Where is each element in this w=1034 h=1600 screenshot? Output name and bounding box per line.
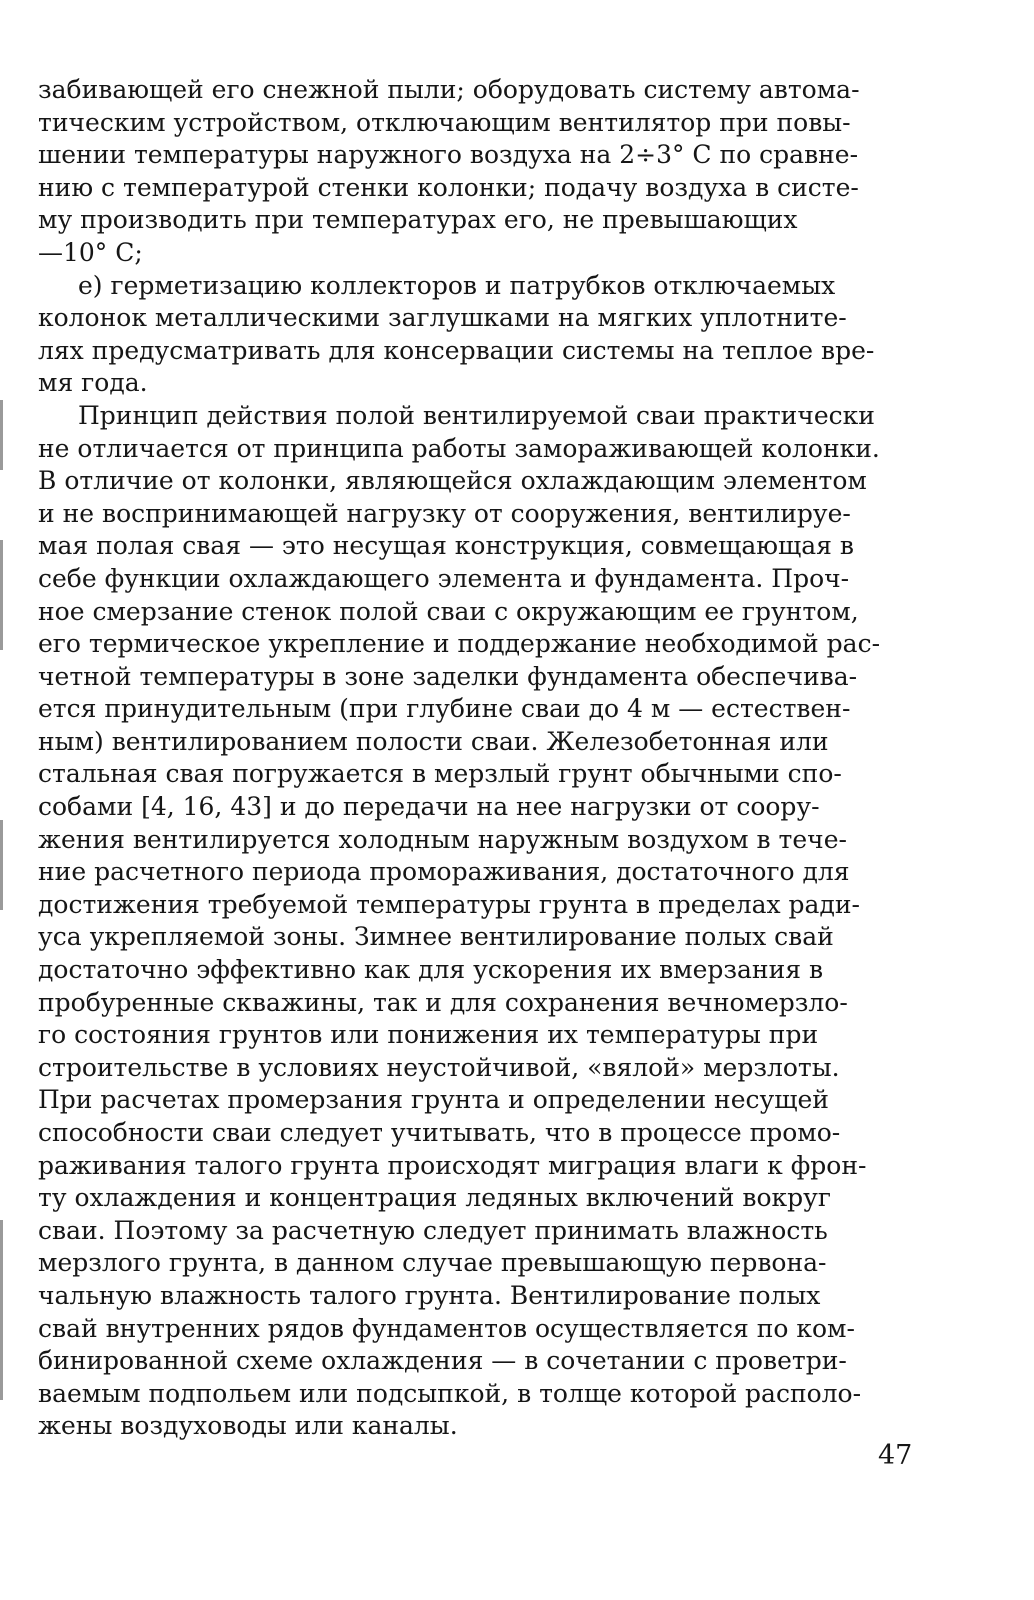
text-line: шении температуры наружного воздуха на 2÷3° С по сравне- [38, 140, 859, 170]
text-line: ние расчетного периода промораживания, достаточного для [38, 857, 850, 887]
text-line: ту охлаждения и концентрация ледяных включений вокруг [38, 1183, 831, 1213]
scan-edge-mark [0, 400, 3, 470]
text-line: нию с температурой стенки колонки; подачу воздуха в систе- [38, 172, 859, 202]
text-line: чальную влажность талого грунта. Вентилирование полых [38, 1280, 821, 1310]
text-line: пробуренные скважины, так и для сохранения вечномерзло- [38, 987, 848, 1017]
text-line: бинированной схеме охлаждения — в сочетании с проветри- [38, 1346, 847, 1376]
text-line: свай внутренних рядов фундаментов осуществляется по ком- [38, 1313, 855, 1343]
scan-edge-mark [0, 820, 3, 910]
text-line: четной температуры в зоне заделки фундамента обеспечива- [38, 661, 858, 691]
text-line: е) герметизацию коллекторов и патрубков отключаемых [78, 270, 836, 300]
text-line: уса укрепляемой зоны. Зимнее вентилирование полых свай [38, 922, 834, 952]
text-line: тическим устройством, отключающим вентилятор при повы- [38, 107, 851, 137]
text-line: лях предусматривать для консервации системы на теплое вре- [38, 335, 875, 365]
scan-edge-marks [0, 400, 5, 1600]
text-line: не отличается от принципа работы замораживающей колонки. [38, 433, 880, 463]
text-body [38, 74, 918, 1443]
text-line: сваи. Поэтому за расчетную следует принимать влажность [38, 1215, 828, 1245]
text-line: му производить при температурах его, не превышающих [38, 205, 798, 235]
page-number: 47 [878, 1440, 913, 1471]
text-line: его термическое укрепление и поддержание необходимой рас- [38, 629, 881, 659]
text-line: Принцип действия полой вентилируемой сваи практически [78, 400, 875, 430]
text-line: раживания талого грунта происходят миграция влаги к фрон- [38, 1150, 867, 1180]
text-line: себе функции охлаждающего элемента и фундамента. Проч- [38, 563, 850, 593]
text-line: ваемым подпольем или подсыпкой, в толще которой располо- [38, 1378, 862, 1408]
text-line: достаточно эффективно как для ускорения их вмерзания в [38, 955, 824, 985]
text-line: мая полая свая — это несущая конструкция, совмещающая в [38, 531, 854, 561]
text-line: —10° С; [38, 237, 143, 267]
text-line: и не воспринимающей нагрузку от сооружения, вентилируе- [38, 498, 851, 528]
text-line: способности сваи следует учитывать, что в процессе промо- [38, 1118, 841, 1147]
text-line: колонок металлическими заглушками на мягких уплотните- [38, 303, 847, 333]
text-line: В отличие от колонки, являющейся охлаждающим элементом [38, 466, 867, 496]
text-line: достижения требуемой температуры грунта в пределах ради- [38, 889, 860, 919]
text-line: При расчетах промерзания грунта и определении несущей [38, 1085, 829, 1115]
text-line: ется принудительным (при глубине сваи до 4 м — естествен- [38, 694, 851, 724]
scan-edge-mark [0, 540, 3, 650]
text-line: ное смерзание стенок полой сваи с окружающим ее грунтом, [38, 596, 859, 626]
text-line: собами [4, 16, 43] и до передачи на нее нагрузки от соору- [38, 792, 820, 822]
text-line: стальная свая погружается в мерзлый грунт обычными спо- [38, 759, 842, 789]
text-line: мерзлого грунта, в данном случае превышающую первона- [38, 1248, 827, 1278]
text-line: жены воздуховоды или каналы. [38, 1411, 458, 1441]
text-line: строительстве в условиях неустойчивой, «вялой» мерзлоты. [38, 1052, 840, 1082]
text-line: жения вентилируется холодным наружным воздухом в тече- [38, 824, 847, 854]
text-line: ным) вентилированием полости сваи. Железобетонная или [38, 726, 829, 756]
text-line: го состояния грунтов или понижения их температуры при [38, 1020, 819, 1050]
text-line: мя года. [38, 368, 148, 398]
text-line: забивающей его снежной пыли; оборудовать систему автома- [38, 75, 860, 104]
scan-edge-mark [0, 1220, 3, 1400]
